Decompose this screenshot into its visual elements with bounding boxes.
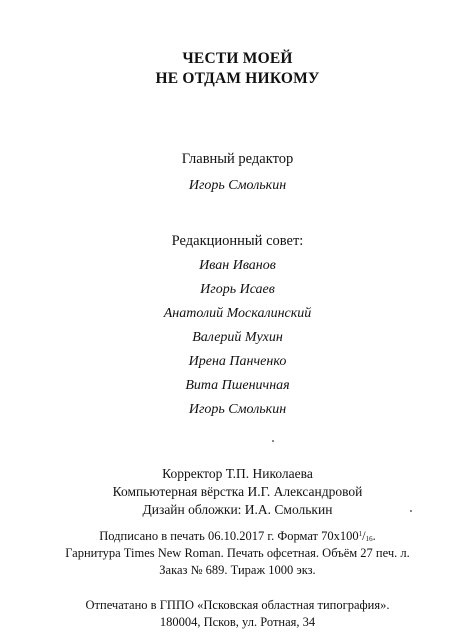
board-member: Валерий Мухин xyxy=(192,330,283,345)
book-title-line-2: НЕ ОТДАМ НИКОМУ xyxy=(155,70,320,87)
board-member: Ирена Панченко xyxy=(188,354,287,369)
board-member: Игорь Смолькин xyxy=(188,402,287,417)
book-title-line-1: ЧЕСТИ МОЕЙ xyxy=(182,50,293,67)
editorial-board-label: Редакционный совет: xyxy=(171,233,304,249)
cover-design-credit: Дизайн обложки: И.А. Смолькин xyxy=(142,502,333,517)
order-circulation-line: Заказ № 689. Тираж 1000 экз. xyxy=(159,563,316,577)
printer-name: Отпечатано в ГППО «Псковская областная типография». xyxy=(85,598,390,612)
board-member: Анатолий Москалинский xyxy=(163,306,312,321)
printer-address: 180004, Псков, ул. Ротная, 34 xyxy=(159,615,316,629)
layout-credit: Компьютерная вёрстка И.Г. Александровой xyxy=(112,484,363,499)
board-member: Вита Пшеничная xyxy=(185,378,290,393)
signed-to-print-line: Подписано в печать 06.10.2017 г. Формат $70х100^1/_{16}$. xyxy=(99,529,376,543)
chief-editor-label: Главный редактор xyxy=(181,151,294,167)
typeface-print-line: Гарнитура Times New Roman. Печать офсетная. Объём 27 печ. л. xyxy=(65,546,410,560)
chief-editor-name: Игорь Смолькин xyxy=(188,178,287,193)
speck xyxy=(272,440,274,442)
board-member: Иван Иванов xyxy=(199,258,276,273)
proofreader-credit: Корректор Т.П. Николаева xyxy=(162,466,313,481)
board-member: Игорь Исаев xyxy=(200,282,275,297)
speck xyxy=(410,510,412,512)
